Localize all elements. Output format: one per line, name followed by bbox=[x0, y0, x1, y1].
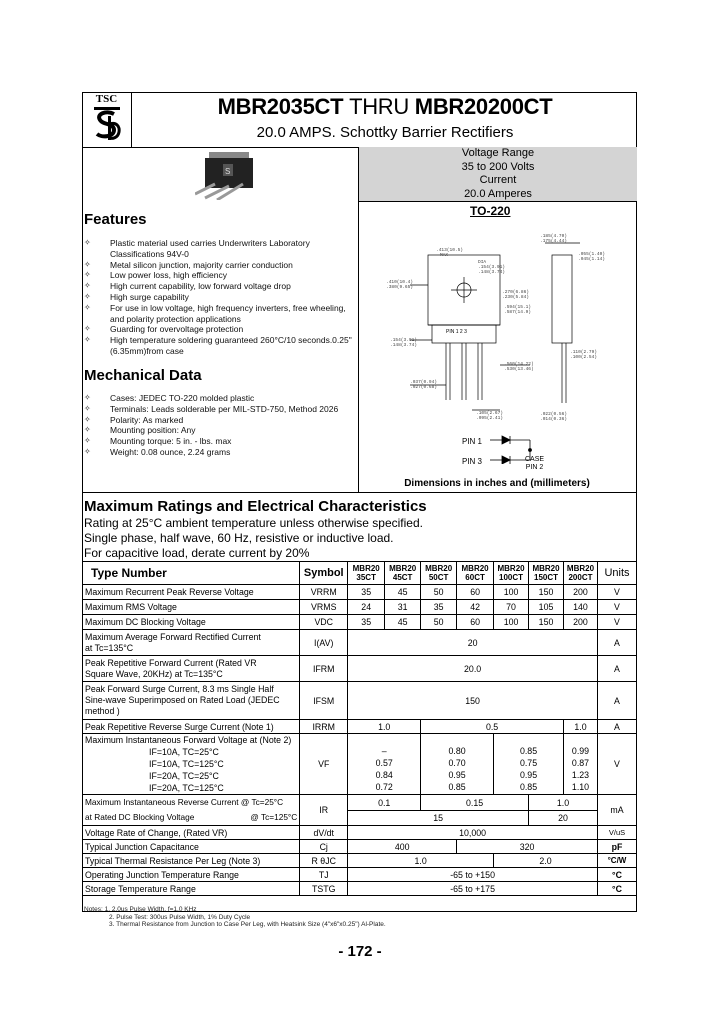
title-part1: MBR2035CT bbox=[217, 94, 344, 119]
svg-text:.270(6.86): .270(6.86) bbox=[502, 290, 530, 295]
bullet-icon: ✧ bbox=[84, 414, 91, 424]
page-number: - 172 - bbox=[338, 943, 382, 960]
table-row: Peak Repetitive Reverse Surge Current (Note 1) IRRM 1.0 0.5 1.0 A bbox=[83, 720, 637, 734]
ratings-table bbox=[82, 561, 637, 896]
range-line2: 35 to 200 Volts bbox=[461, 160, 535, 173]
notes: Notes: 1. 2.0us Pulse Width, f=1.0 KHz 2. Pulse Test: 300us Pulse Width, 1% Duty Cycle 3. Thermal Resistance from Junction to Case Per Leg, with Heatsink Size (4"x6"x0.25") Al-Plate. bbox=[84, 906, 386, 928]
list-item: ✧ High surge capability bbox=[84, 291, 189, 302]
svg-text:.095(2.41): .095(2.41) bbox=[476, 416, 504, 421]
part-header: MBR20 35CT bbox=[348, 562, 385, 585]
tsc-logo bbox=[82, 92, 132, 147]
part-header: MBR20 200CT bbox=[564, 562, 598, 585]
range-line1: Voltage Range bbox=[461, 147, 535, 159]
list-item: ✧ Polarity: As marked bbox=[84, 414, 184, 425]
table-row: Maximum Average Forward Rectified Current at Tc=135°C I(AV) 20 A bbox=[83, 630, 637, 656]
list-item: ✧ Guarding for overvoltage protection bbox=[84, 324, 244, 335]
column-divider bbox=[358, 202, 359, 492]
range-line4: 20.0 Amperes bbox=[464, 187, 532, 200]
pin3-label: PIN 3 bbox=[462, 457, 483, 466]
svg-text:.587(14.9): .587(14.9) bbox=[504, 310, 532, 315]
logo-text: TSC bbox=[95, 93, 118, 105]
svg-text:.380(9.65): .380(9.65) bbox=[386, 285, 414, 290]
svg-text:.027(0.68): .027(0.68) bbox=[410, 385, 438, 390]
svg-text:.530(13.46): .530(13.46) bbox=[504, 367, 534, 372]
svg-text:.185(4.70): .185(4.70) bbox=[540, 234, 568, 239]
table-row: Maximum RMS Voltage VRMS 24 31 35 42 70 105 140 V bbox=[83, 600, 637, 615]
bullet-icon: ✧ bbox=[84, 238, 91, 247]
features-heading: Features bbox=[84, 211, 147, 228]
table-row: Maximum DC Blocking Voltage VDC 35 45 50 60 100 150 200 V bbox=[83, 615, 637, 630]
rating-line1: Rating at 25°C ambient temperature unless otherwise specified. bbox=[84, 516, 423, 530]
bullet-icon: ✧ bbox=[84, 281, 91, 291]
bullet-icon: ✧ bbox=[84, 403, 91, 413]
part-header: MBR20 100CT bbox=[494, 562, 529, 585]
part-header: MBR20 50CT bbox=[421, 562, 457, 585]
component-photo bbox=[195, 150, 275, 200]
package-label: TO-220 bbox=[470, 204, 511, 218]
list-item: ✧ Terminals: Leads solderable per MIL-STD-750, Method 2026 bbox=[84, 403, 339, 414]
svg-text:.055(1.40): .055(1.40) bbox=[578, 252, 606, 257]
bullet-icon: ✧ bbox=[84, 335, 91, 345]
mechanical-list bbox=[84, 393, 354, 458]
page-subtitle: 20.0 AMPS. Schottky Barrier Rectifiers bbox=[256, 124, 514, 141]
table-row: Voltage Rate of Change, (Rated VR) dV/dt 10,000 V/uS bbox=[83, 826, 637, 840]
pin2-label: PIN 2 bbox=[525, 464, 544, 471]
table-row: Peak Forward Surge Current, 8.3 ms Single Half Sine-wave Superimposed on Rated Load (JEDEC method ) IFSM 150 A bbox=[83, 682, 637, 720]
list-item: ✧ High current capability, low forward voltage drop bbox=[84, 281, 291, 292]
svg-text:.014(0.36): .014(0.36) bbox=[540, 417, 568, 422]
table-header-row bbox=[83, 562, 637, 585]
bullet-icon: ✧ bbox=[84, 302, 91, 312]
svg-text:DIA: DIA bbox=[478, 260, 487, 265]
list-item: ✧ Weight: 0.08 ounce, 2.24 grams bbox=[84, 446, 231, 457]
table-row: Storage Temperature Range TSTG -65 to +175 °C bbox=[83, 882, 637, 896]
svg-text:.154(3.91): .154(3.91) bbox=[478, 265, 506, 270]
table-row: Peak Repetitive Forward Current (Rated VR Square Wave, 20KHz) at Tc=135°C IFRM 20.0 A bbox=[83, 656, 637, 682]
svg-text:.560(14.22): .560(14.22) bbox=[504, 362, 534, 367]
bullet-icon: ✧ bbox=[84, 324, 91, 334]
list-item: ✧ Metal silicon junction, majority carrier conduction bbox=[84, 259, 293, 270]
page-title bbox=[140, 94, 630, 120]
svg-text:.413(10.5): .413(10.5) bbox=[436, 248, 464, 253]
bullet-icon: ✧ bbox=[84, 270, 91, 280]
ratings-heading: Maximum Ratings and Electrical Characteristics bbox=[84, 498, 427, 515]
symbol-header: Symbol bbox=[300, 562, 348, 585]
svg-text:.045(1.14): .045(1.14) bbox=[578, 257, 606, 262]
svg-text:.022(0.56): .022(0.56) bbox=[540, 412, 568, 417]
table-row: Maximum Instantaneous Forward Voltage at (Note 2) IF=10A, TC=25°C IF=10A, TC=125°C IF=20A, TC=25°C IF=20A, TC=125°C VF – 0.57 0.84 0.72 0.80 0.70 0.95 0.85 0.85 0.75 0.95 0.85 0.99 0.87 1.23 1.10 V bbox=[83, 734, 637, 795]
part-header: MBR20 150CT bbox=[529, 562, 564, 585]
pin1-label: PIN 1 bbox=[462, 437, 483, 446]
part-header: MBR20 45CT bbox=[385, 562, 421, 585]
part-header: MBR20 60CT bbox=[457, 562, 494, 585]
case-pin2-label bbox=[525, 456, 544, 472]
features-list bbox=[84, 238, 354, 357]
range-line3: Current bbox=[479, 174, 517, 186]
bullet-icon: ✧ bbox=[84, 425, 91, 435]
list-item: ✧ High temperature soldering guaranteed 260°C/10 seconds.0.25"(6.35mm)from case bbox=[84, 335, 352, 356]
svg-text:.154(3.91): .154(3.91) bbox=[390, 338, 418, 343]
table-row: Maximum Instantaneous Reverse Current @ Tc=25°C at Rated DC Blocking Voltage @ Tc=125°C IR 0.1 0.15 1.0 mA bbox=[83, 795, 637, 811]
list-item: ✧ Mounting position: Any bbox=[84, 425, 196, 436]
tsc-emblem-icon bbox=[92, 106, 122, 142]
title-thru: THRU bbox=[349, 94, 409, 119]
units-header: Units bbox=[597, 562, 636, 585]
table-row: 15 20 bbox=[83, 811, 637, 826]
bullet-icon: ✧ bbox=[84, 436, 91, 446]
bullet-icon: ✧ bbox=[84, 259, 91, 269]
svg-text:.594(15.1): .594(15.1) bbox=[504, 305, 532, 310]
svg-text:.148(3.74): .148(3.74) bbox=[390, 343, 418, 348]
svg-text:.175(4.44): .175(4.44) bbox=[540, 239, 568, 244]
rating-line2: Single phase, half wave, 60 Hz, resistive or inductive load. bbox=[84, 531, 394, 545]
list-item: ✧ Mounting torque: 5 in. - lbs. max bbox=[84, 436, 232, 447]
svg-text:.037(0.94): .037(0.94) bbox=[410, 380, 438, 385]
title-part2: MBR20200CT bbox=[414, 94, 553, 119]
svg-text:.410(10.4): .410(10.4) bbox=[386, 280, 414, 285]
list-item: ✧ For use in low voltage, high frequency inverters, free wheeling, and polarity protection applications bbox=[84, 302, 346, 324]
mechanical-heading: Mechanical Data bbox=[84, 367, 202, 384]
svg-text:.105(2.67): .105(2.67) bbox=[476, 411, 504, 416]
section-divider bbox=[82, 492, 637, 493]
svg-text:.230(5.84): .230(5.84) bbox=[502, 295, 530, 300]
type-number-header: Type Number bbox=[83, 562, 300, 585]
table-row: Maximum Recurrent Peak Reverse Voltage VRRM 35 45 50 60 100 150 200 V bbox=[83, 585, 637, 600]
list-item: ✧ Low power loss, high efficiency bbox=[84, 270, 228, 281]
bullet-icon: ✧ bbox=[84, 446, 91, 456]
list-item: ✧ Plastic material used carries Underwriters Laboratory Classifications 94V-0 bbox=[84, 238, 310, 259]
svg-text:MAX: MAX bbox=[440, 253, 449, 258]
list-item: ✧ Cases: JEDEC TO-220 molded plastic bbox=[84, 393, 255, 403]
table-row: Typical Thermal Resistance Per Leg (Note 3) R θJC 1.0 2.0 °C/W bbox=[83, 854, 637, 868]
svg-text:S: S bbox=[225, 167, 231, 176]
svg-text:.148(3.74): .148(3.74) bbox=[478, 270, 506, 275]
case-label: CASE bbox=[525, 456, 545, 463]
rating-line3: For capacitive load, derate current by 20% bbox=[84, 546, 310, 560]
svg-text:.100(2.54): .100(2.54) bbox=[570, 355, 598, 360]
pin-number-labels: PIN 1 2 3 bbox=[446, 329, 467, 335]
dimension-caption: Dimensions in inches and (millimeters) bbox=[404, 478, 590, 489]
bullet-icon: ✧ bbox=[84, 393, 91, 402]
voltage-range-box bbox=[358, 147, 637, 202]
bullet-icon: ✧ bbox=[84, 291, 91, 301]
svg-text:.110(2.79): .110(2.79) bbox=[570, 350, 598, 355]
table-row: Operating Junction Temperature Range TJ -65 to +150 °C bbox=[83, 868, 637, 882]
table-row: Typical Junction Capacitance Cj 400 320 pF bbox=[83, 840, 637, 854]
